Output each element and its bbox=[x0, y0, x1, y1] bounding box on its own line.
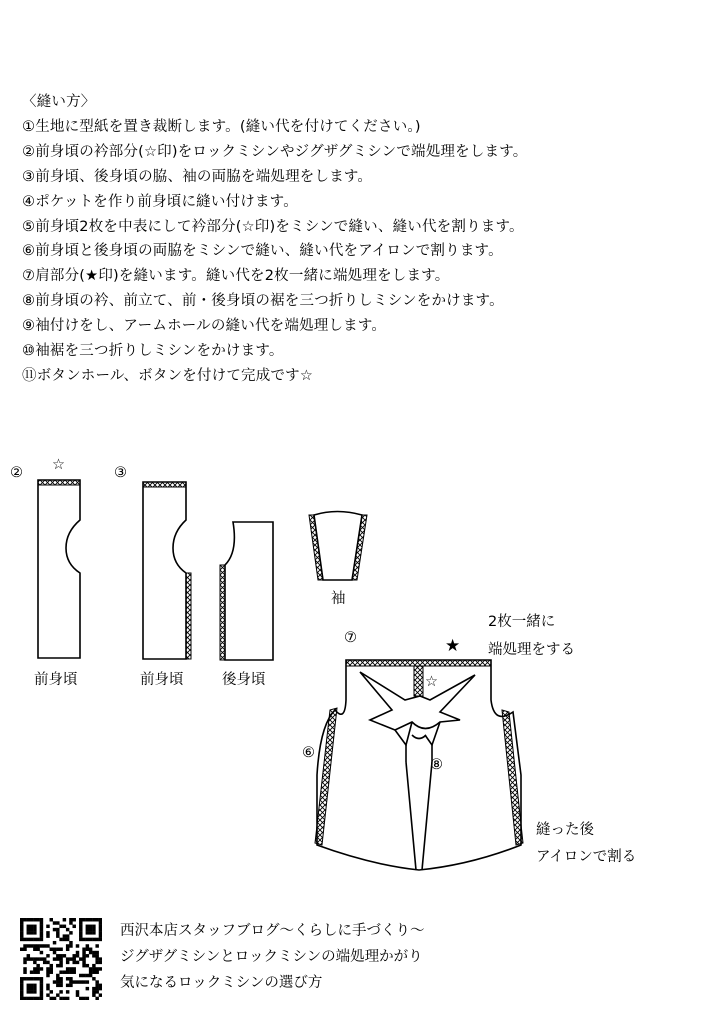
step-7: ⑦肩部分(★印)を縫います。縫い代を2枚一緒に端処理をします。 bbox=[22, 268, 450, 285]
blog-topic-line: ジグザグミシンとロックミシンの端処理かがり bbox=[120, 949, 423, 965]
blog-footer bbox=[120, 918, 425, 996]
blog-topic-line-2: 気になるロックミシンの選び方 bbox=[120, 975, 323, 991]
marker-step-8: ⑧ bbox=[430, 757, 443, 773]
step-3: ③前身頃、後身頃の脇、袖の両脇を端処理をします。 bbox=[22, 168, 373, 185]
step-1: ①生地に型紙を置き裁断します。(縫い代を付けてください。) bbox=[22, 118, 421, 135]
step-4: ④ポケットを作り前身頃に縫い付けます。 bbox=[22, 193, 298, 210]
front-body-label-2: 前身頃 bbox=[140, 672, 184, 688]
step-9: ⑨袖付けをし、アームホールの縫い代を端処理します。 bbox=[22, 318, 387, 335]
step-5: ⑤前身頃2枚を中表にして衿部分(☆印)をミシンで縫い、縫い代を割ります。 bbox=[22, 218, 524, 235]
instructions-heading: 〈縫い方〉 bbox=[22, 94, 96, 110]
note-together-line2: 端処理をする bbox=[488, 642, 575, 658]
marker-step-2: ② bbox=[10, 465, 23, 481]
assembled-vest bbox=[315, 660, 523, 870]
step-11: ⑪ボタンホール、ボタンを付けて完成です☆ bbox=[22, 367, 314, 384]
back-body-label: 後身頃 bbox=[222, 672, 266, 688]
sleeve-pattern bbox=[309, 512, 367, 581]
step-6: ⑥前身頃と後身頃の両脇をミシンで縫い、縫い代をアイロンで割ります。 bbox=[22, 243, 503, 260]
white-star-front: ☆ bbox=[52, 457, 65, 473]
front-body-pattern-step3 bbox=[143, 482, 191, 659]
marker-step-3: ③ bbox=[114, 465, 127, 481]
blog-title-line[interactable]: 西沢本店スタッフブログ～くらしに手づくり～ bbox=[120, 923, 425, 939]
black-star-shoulder: ★ bbox=[445, 636, 461, 656]
white-star-collar: ☆ bbox=[425, 674, 438, 690]
note-together-line1: 2枚一緒に bbox=[488, 614, 556, 630]
marker-step-6: ⑥ bbox=[302, 745, 315, 761]
back-body-pattern bbox=[220, 522, 273, 660]
step-2: ②前身頃の衿部分(☆印)をロックミシンやジグザグミシンで端処理をします。 bbox=[22, 143, 528, 160]
step-10: ⑩袖裾を三つ折りしミシンをかけます。 bbox=[22, 343, 284, 360]
marker-step-7: ⑦ bbox=[344, 630, 357, 646]
sleeve-label: 袖 bbox=[331, 591, 346, 607]
note-iron-line2: アイロンで割る bbox=[536, 849, 637, 865]
front-body-label-1: 前身頃 bbox=[34, 672, 78, 688]
qr-code[interactable] bbox=[20, 918, 102, 1000]
note-iron-line1: 縫った後 bbox=[536, 822, 594, 838]
step-8: ⑧前身頃の衿、前立て、前・後身頃の裾を三つ折りしミシンをかけます。 bbox=[22, 293, 504, 310]
front-body-pattern-step2 bbox=[38, 480, 80, 658]
